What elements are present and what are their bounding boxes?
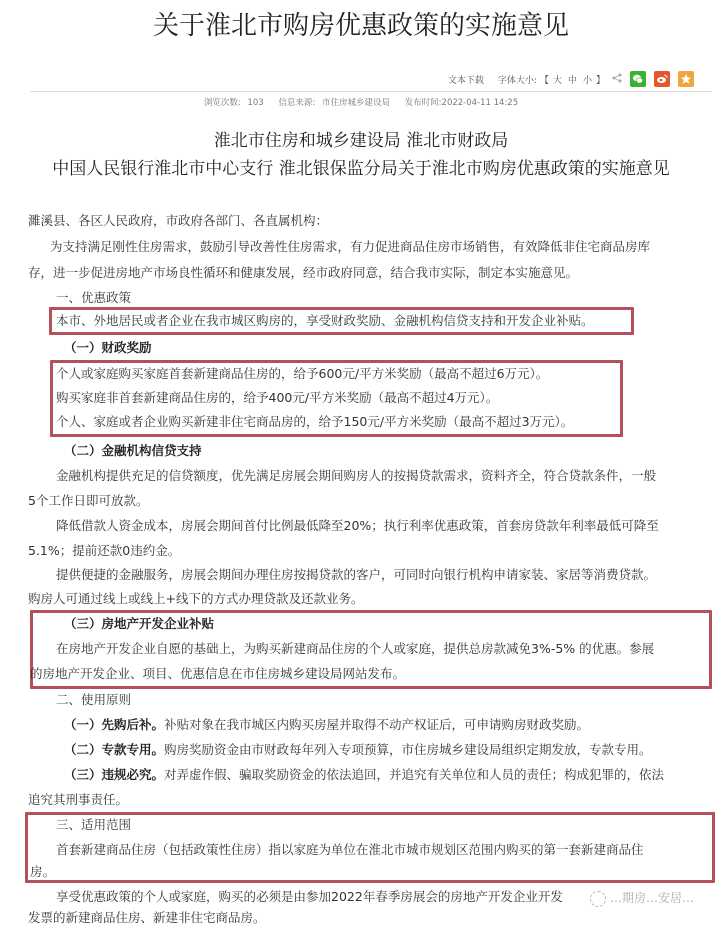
bracket-close: 】 xyxy=(595,75,605,86)
section-3-title: 三、适用范围 xyxy=(56,817,132,832)
page-title: 关于淮北市购房优惠政策的实施意见 xyxy=(152,11,569,41)
principle-3-label: （三）违规必究。 xyxy=(64,767,165,782)
section-1-3-title: （三）房地产开发企业补贴 xyxy=(64,616,215,631)
credit-p2-line-2: 5.1%；提前还款0违约金。 xyxy=(28,543,181,558)
section-1-2-title: （二）金融机构信贷支持 xyxy=(64,443,202,458)
subtitle-line-1: 淮北市住房和城乡建设局 淮北市财政局 xyxy=(213,131,509,151)
star-icon[interactable] xyxy=(678,71,694,87)
principle-item-2 xyxy=(64,740,652,760)
article-toolbar xyxy=(448,70,694,88)
source-label: 信息来源: xyxy=(278,98,316,108)
final-line-2: 发票的新建商品住房、新建非住宅商品房。 xyxy=(28,910,266,925)
credit-p1-line-2: 5个工作日即可放款。 xyxy=(28,493,149,508)
font-size-label: 字体大小: xyxy=(497,75,537,86)
subtitle-line-2: 中国人民银行淮北市中心支行 淮北银保监分局关于淮北市购房优惠政策的实施意见 xyxy=(52,159,670,179)
final-line-1: 享受优惠政策的个人或家庭，购买的必须是由参加2022年春季房展会的房地产开发企业开发 xyxy=(56,889,563,904)
wechat-icon[interactable] xyxy=(630,71,646,87)
source-meta xyxy=(278,98,390,108)
scope-line-2: 房。 xyxy=(30,864,56,879)
published-meta xyxy=(405,98,518,108)
weibo-icon[interactable] xyxy=(654,71,670,87)
intro-line-2: 存，进一步促进房地产市场良性循环和健康发展，经市政府同意，结合我市实际，制定本实施意见。 xyxy=(28,265,579,280)
views-label: 浏览次数: xyxy=(203,98,241,108)
scope-line-1: 首套新建商品住房（包括政策性住房）指以家庭为单位在淮北市城市规划区范围内购买的第一套新建商品住 xyxy=(56,842,644,857)
watermark xyxy=(590,889,694,907)
share-icon xyxy=(612,73,622,86)
credit-p2-line-1: 降低借款人资金成本，房展会期间首付比例最低降至20%；执行利率优惠政策，首套房贷款年利率最低可降至 xyxy=(56,518,659,533)
principle-item-1 xyxy=(64,715,589,735)
published-label: 发布时间: xyxy=(404,98,442,108)
principle-2-label: （二）专款专用。 xyxy=(64,742,165,757)
section-1-1-title: （一）财政奖励 xyxy=(64,340,152,355)
developer-subsidy-line-1: 在房地产开发企业自愿的基础上，为购买新建商品住房的个人或家庭，提供总房款减免3%-5% 的优惠。参展 xyxy=(56,641,655,656)
reward-item-1: 个人或家庭购买家庭首套新建商品住房的，给予600元/平方米奖励（最高不超过6万元）。 xyxy=(56,366,549,381)
section-1-title: 一、优惠政策 xyxy=(56,290,132,305)
principle-1-text: 补贴对象在我市城区内购买房屋并取得不动产权证后，可申请购房财政奖励。 xyxy=(164,717,590,732)
font-size-small[interactable]: 小 xyxy=(582,75,592,86)
principle-1-label: （一）先购后补。 xyxy=(64,717,165,732)
views-count: 103 xyxy=(247,98,264,108)
watermark-logo-icon xyxy=(590,891,606,907)
text-download-link[interactable]: 文本下载 xyxy=(447,75,484,86)
views-meta xyxy=(204,98,264,108)
credit-p3-line-2: 购房人可通过线上或线上+线下的方式办理贷款及还款业务。 xyxy=(28,591,364,606)
section-2-title: 二、使用原则 xyxy=(56,692,132,707)
reward-item-2: 购买家庭非首套新建商品住房的，给予400元/平方米奖励（最高不超过4万元）。 xyxy=(56,390,499,405)
font-size-medium[interactable]: 中 xyxy=(567,75,577,86)
principle-item-3-cont: 追究其刑事责任。 xyxy=(28,792,129,807)
published-value: 2022-04-11 14:25 xyxy=(441,98,519,108)
principle-2-text: 购房奖励资金由市财政每年列入专项预算，市住房城乡建设局组织定期发放，专款专用。 xyxy=(164,742,652,757)
section-1-text: 本市、外地居民或者企业在我市城区购房的，享受财政奖励、金融机构信贷支持和开发企业补贴。 xyxy=(56,313,594,328)
reward-item-3: 个人、家庭或者企业购买新建非住宅商品房的，给予150元/平方米奖励（最高不超过3万元）。 xyxy=(56,414,574,429)
principle-item-3 xyxy=(64,765,664,785)
principle-3-text: 对弄虚作假、骗取奖励资金的依法追回，并追究有关单位和人员的责任；构成犯罪的，依法 xyxy=(164,767,665,782)
header-divider xyxy=(30,91,712,92)
source-value: 市住房城乡建设局 xyxy=(321,98,390,108)
credit-p3-line-1: 提供便捷的金融服务，房展会期间办理住房按揭贷款的客户，可同时向银行机构申请家装、家居等消费贷款。 xyxy=(56,567,657,582)
developer-subsidy-line-2: 的房地产开发企业、项目、优惠信息在市住房城乡建设局网站发布。 xyxy=(30,666,406,681)
font-size-large[interactable]: 大 xyxy=(552,75,562,86)
bracket-open: 【 xyxy=(539,75,549,86)
watermark-text: …期房…安居… xyxy=(610,891,695,905)
credit-p1-line-1: 金融机构提供充足的信贷额度，优先满足房展会期间购房人的按揭贷款需求，资料齐全，符合贷款条件，一般 xyxy=(56,468,657,483)
article-meta xyxy=(0,96,722,108)
salutation: 濉溪县、各区人民政府，市政府各部门、各直属机构： xyxy=(28,213,329,228)
intro-line-1: 为支持满足刚性住房需求，鼓励引导改善性住房需求，有力促进商品住房市场销售，有效降低非住宅商品房库 xyxy=(50,239,651,254)
